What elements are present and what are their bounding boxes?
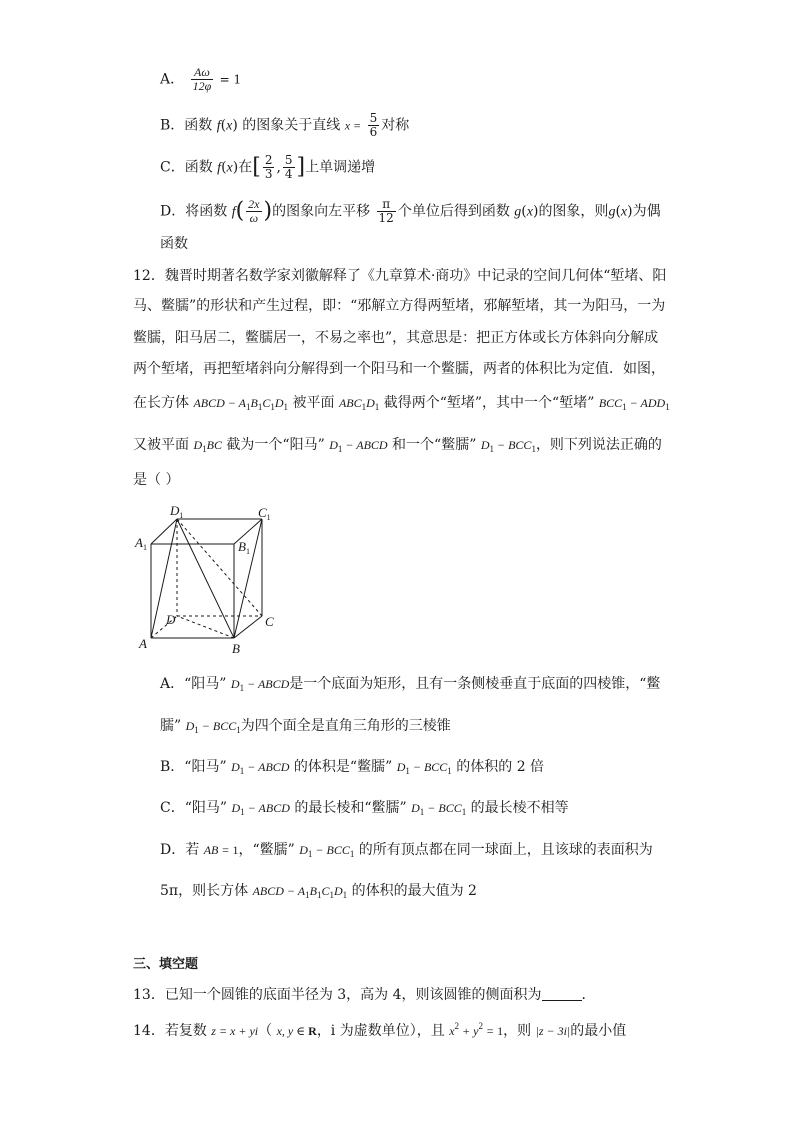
math-eq: AB = 1 <box>203 843 239 857</box>
text: 为四个面全是直角三角形的三棱锥 <box>240 718 451 734</box>
text: 截得两个“堑堵”，其中一个“堑堵” <box>383 395 595 411</box>
text: 的最小值 <box>570 1023 627 1039</box>
text: 的体积是“鳖臑” <box>293 759 393 775</box>
text: 13．已知一个圆锥的底面半径为 3，高为 4，则该圆锥的侧面积为 <box>133 987 542 1003</box>
text: 的最长棱不相等 <box>470 800 569 816</box>
text: C．“阳马” <box>160 800 228 816</box>
fraction-numerator: 2 <box>264 153 273 167</box>
text: ，则 <box>503 1023 532 1039</box>
math-abs: |z − 3i| <box>535 1024 571 1038</box>
math-solid: $D_1$ − ABCD <box>231 760 290 776</box>
math-f: f <box>216 118 221 134</box>
label-C1: $C_1$ <box>258 505 271 522</box>
option-label: C．函数 <box>160 159 213 176</box>
text: 5π <box>160 883 179 899</box>
math-solid: $D_1 - BCC_1$ <box>396 760 452 776</box>
text: ，“鳖臑” <box>238 842 295 858</box>
q12-line-2: 马、鳖臑”的形状和产生过程，即：“邪解立方得两堑堵，邪解堑堵，其一为阳马，一为 <box>133 298 666 314</box>
fraction-denominator: 12 <box>378 211 394 225</box>
math-f: f <box>217 160 222 176</box>
text: ． <box>581 987 596 1003</box>
text: 14．若复数 <box>133 1023 207 1039</box>
math-f: f <box>231 204 236 220</box>
fraction <box>283 154 295 181</box>
q12-option-a <box>160 674 660 698</box>
q11-option-c: C．函数 f(x)在[ $\frac{2}{3}$ , $\frac{5}{4}$ ]上单调递增 <box>160 153 376 181</box>
answer-blank[interactable] <box>542 986 582 1001</box>
math-z: z = x + yi <box>211 1024 259 1038</box>
text: ，则长方体 <box>178 883 249 899</box>
fraction-numerator: 5 <box>369 111 378 125</box>
text: D．若 <box>160 842 200 858</box>
q12-line-1: 12．魏晋时期著名数学家刘徽解释了《九章算术·商功》中记录的空间几何体“堑堵、阳 <box>133 268 667 284</box>
label-B1: $B_1$ <box>238 539 250 556</box>
text: 的最长棱和“鳖臑” <box>294 800 407 816</box>
edge-A1D1 <box>151 519 177 544</box>
option-text: 在 <box>238 159 253 176</box>
label-C: C <box>265 614 274 629</box>
fraction-denominator: 6 <box>369 125 378 139</box>
label-D1: $D_1$ <box>170 503 184 520</box>
q12-line-6 <box>133 435 662 459</box>
math-solid: $D_1 - BCC_1$ <box>411 801 467 817</box>
text: A．“阳马” <box>160 676 227 692</box>
option-text: 为偶 <box>632 203 661 220</box>
equation-rhs: = 1 <box>219 72 242 87</box>
q12-line-7: 是（ ） <box>133 472 180 488</box>
text: ，则下列说法正确的 <box>535 437 662 453</box>
fraction-denominator: 3 <box>264 167 273 181</box>
q12-option-d-cont <box>160 881 477 905</box>
option-label: D．将函数 <box>160 203 228 220</box>
option-text: 的图象向左平移 <box>272 203 371 220</box>
fraction <box>377 198 396 225</box>
text: 又被平面 <box>133 437 189 453</box>
q12-option-a-cont <box>160 716 451 740</box>
text: 的所有顶点都在同一球面上，且该球的表面积为 <box>358 842 653 858</box>
option-text: 对称 <box>381 117 410 134</box>
fraction <box>191 66 214 93</box>
text: （ <box>258 1023 273 1039</box>
fraction <box>263 154 275 181</box>
text: 的体积的最大值为 2 <box>351 883 477 899</box>
math-prism: ABCD − $A_1B_1C_1D_1$ <box>252 884 348 900</box>
math-x: x <box>226 160 233 176</box>
text: 截为一个“阳马” <box>226 437 325 453</box>
option-text: 个单位后得到函数 <box>397 203 510 220</box>
option-label: B．函数 <box>160 117 213 134</box>
math-prism: ABCD − $A_1B_1C_1D_1$ <box>193 396 289 412</box>
cuboid-figure <box>130 500 290 660</box>
section-title: 三、填空题 <box>133 957 199 972</box>
text: 是一个底面为矩形，且有一条侧棱垂直于底面的四棱锥，“鳖 <box>289 676 661 692</box>
q12-line-4: 两个堑堵，再把堑堵斜向分解得到一个阳马和一个鳖臑，两者的体积比为定值．如图， <box>133 361 665 377</box>
text: 在长方体 <box>133 395 189 411</box>
q12-line-5 <box>133 393 670 417</box>
label-B: B <box>232 641 240 656</box>
label-D: D <box>166 612 176 627</box>
fraction-denominator: 12φ <box>192 79 212 93</box>
text: 的体积的 2 倍 <box>456 759 545 775</box>
math-solid: $D_1$ − ABCD <box>230 677 290 693</box>
fraction-numerator: π <box>377 198 396 212</box>
math-domain: x, y ∈ R <box>276 1024 317 1038</box>
q12-line-3: 鳖臑，阳马居二，鳖臑居一，不易之率也”，其意思是：把正方体或长方体斜向分解成 <box>133 330 659 346</box>
label-A1: $A_1$ <box>135 535 147 552</box>
fraction-numerator: 2x <box>248 197 260 211</box>
fraction-denominator: ω <box>249 211 259 225</box>
text: 臑” <box>160 718 182 734</box>
q12-option-b <box>160 757 544 781</box>
math-solid: $D_1$ − ABCD <box>329 438 388 454</box>
q12-option-c <box>160 798 569 822</box>
text: ，i 为虚数单位），且 <box>316 1023 445 1039</box>
q14 <box>133 1016 626 1041</box>
q11-option-d: D．将函数 f( $\frac{2x}{\omega}$ )的图象向左平移 $\frac{\pi}{12}$ 个单位后得到函数 g(x)的图象，则g(x)为偶 <box>160 197 661 225</box>
fraction-numerator: Aω <box>191 66 214 80</box>
math-x: x <box>526 204 533 220</box>
q13 <box>133 985 596 1005</box>
text: B．“阳马” <box>160 759 227 775</box>
fraction-denominator: 4 <box>284 167 293 181</box>
math-eq: x = <box>344 118 362 133</box>
math-plane: $ABC_1D_1$ <box>338 396 380 412</box>
fraction <box>368 112 380 139</box>
math-solid: $D_1 - BCC_1$ <box>480 438 536 454</box>
option-text: 的图象，则 <box>538 203 609 220</box>
option-text: 的图象关于直线 <box>242 117 341 134</box>
fraction-numerator: 5 <box>284 153 293 167</box>
option-label: A． <box>160 71 185 88</box>
text: 和一个“鳖臑” <box>392 437 477 453</box>
text: 被平面 <box>292 395 335 411</box>
math-solid: $D_1$ − ABCD <box>231 801 290 817</box>
math-x: x <box>226 118 233 134</box>
math-solid: $BCC_1 - ADD_1$ <box>598 396 670 412</box>
q11-option-b: B．函数 f(x) 的图象关于直线 x = $\frac{5}{6}$ 对称 <box>160 111 410 139</box>
math-solid: $D_1 - BCC_1$ <box>185 719 241 735</box>
math-g: g <box>514 204 522 220</box>
edge-D1B <box>177 519 234 638</box>
option-text: 上单调递增 <box>305 159 376 176</box>
q12-option-d <box>160 840 653 864</box>
math-circle: $x^2 + y^2 = 1$ <box>449 1021 504 1038</box>
q11-option-a <box>160 66 241 93</box>
math-g: g <box>608 204 616 220</box>
math-solid: $D_1 - BCC_1$ <box>299 843 355 859</box>
label-A: A <box>139 636 147 651</box>
math-plane: $D_1BC$ <box>193 438 222 454</box>
edge-C1B <box>234 519 262 638</box>
q11-option-d-cont: 函数 <box>160 236 188 252</box>
fraction <box>246 198 261 225</box>
math-x: x <box>620 204 628 220</box>
edge-D1C <box>177 519 262 616</box>
